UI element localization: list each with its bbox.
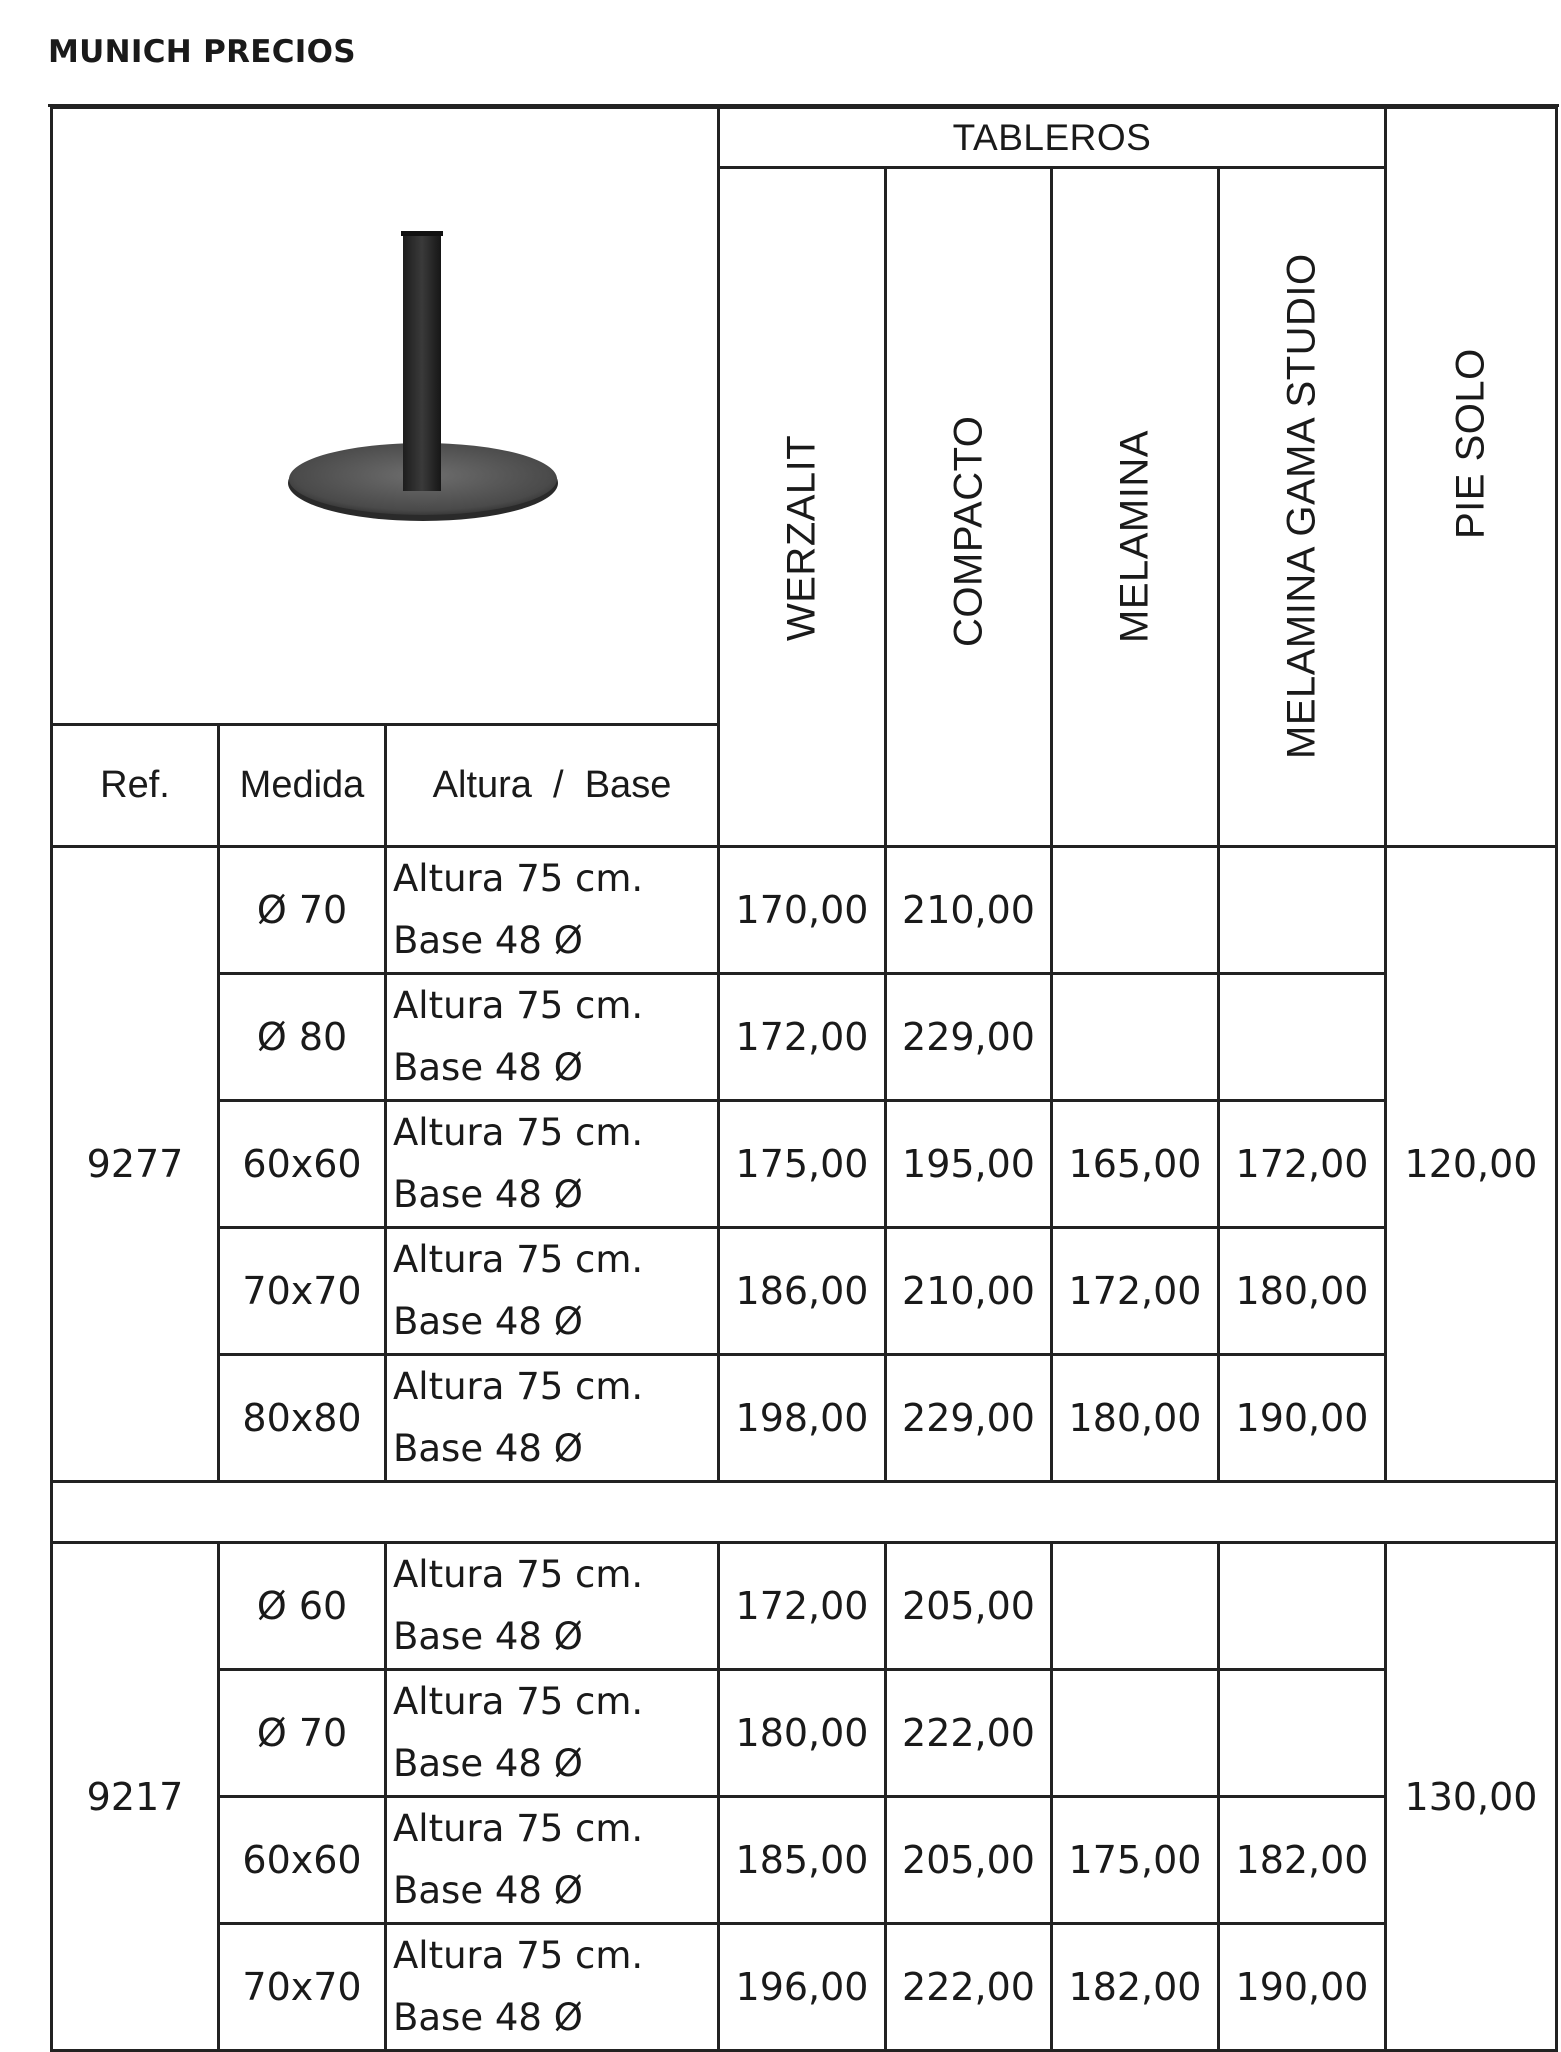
compacto-label: COMPACTO xyxy=(946,415,990,647)
altura-text: Altura 75 cm. xyxy=(393,1807,644,1850)
pie-solo-header xyxy=(1386,108,1557,847)
werzalit-price: 198,00 xyxy=(719,1355,886,1482)
melamina-gama-studio-header xyxy=(1219,168,1386,847)
compacto-price: 229,00 xyxy=(886,1355,1052,1482)
table-row xyxy=(52,1924,1557,2051)
medida-cell: 80x80 xyxy=(219,1355,386,1482)
tableros-header: TABLEROS xyxy=(719,108,1386,168)
melamina-price: 182,00 xyxy=(1052,1924,1219,2051)
medida-cell: 60x60 xyxy=(219,1797,386,1924)
melamina-header xyxy=(1052,168,1219,847)
gama-studio-price xyxy=(1219,847,1386,974)
ref-header: Ref. xyxy=(52,725,219,847)
werzalit-price: 186,00 xyxy=(719,1228,886,1355)
table-row xyxy=(52,974,1557,1101)
pie-solo-label: PIE SOLO xyxy=(1448,348,1493,539)
medida-cell: 70x70 xyxy=(219,1228,386,1355)
altura-base-cell xyxy=(386,1543,719,1670)
gama-studio-price: 190,00 xyxy=(1219,1924,1386,2051)
altura-base-cell xyxy=(386,1924,719,2051)
table-row xyxy=(52,1228,1557,1355)
werzalit-price: 175,00 xyxy=(719,1101,886,1228)
melamina-label: MELAMINA xyxy=(1112,430,1157,643)
altura-text: Altura 75 cm. xyxy=(393,1365,644,1408)
compacto-price: 229,00 xyxy=(886,974,1052,1101)
melamina-price xyxy=(1052,847,1219,974)
werzalit-label: WERZALIT xyxy=(779,434,824,641)
gama-studio-price: 182,00 xyxy=(1219,1797,1386,1924)
base-text: Base 48 Ø xyxy=(393,1996,583,2039)
compacto-price: 210,00 xyxy=(886,847,1052,974)
medida-cell: 60x60 xyxy=(219,1101,386,1228)
medida-cell: Ø 70 xyxy=(219,847,386,974)
base-text: Base 48 Ø xyxy=(393,1615,583,1658)
medida-header: Medida xyxy=(219,725,386,847)
pie-solo-price: 120,00 xyxy=(1386,847,1557,1482)
base-text: Base 48 Ø xyxy=(393,1427,583,1470)
table-row xyxy=(52,847,1557,974)
gama-studio-price xyxy=(1219,1670,1386,1797)
compacto-price: 222,00 xyxy=(886,1924,1052,2051)
werzalit-price: 180,00 xyxy=(719,1670,886,1797)
base-text: Base 48 Ø xyxy=(393,1742,583,1785)
werzalit-price: 185,00 xyxy=(719,1797,886,1924)
altura-base-cell xyxy=(386,847,719,974)
compacto-price: 195,00 xyxy=(886,1101,1052,1228)
compacto-price: 205,00 xyxy=(886,1797,1052,1924)
medida-cell: Ø 80 xyxy=(219,974,386,1101)
gama-studio-price xyxy=(1219,974,1386,1101)
table-row xyxy=(52,1101,1557,1228)
base-text: Base 48 Ø xyxy=(393,1173,583,1216)
altura-base-cell xyxy=(386,1228,719,1355)
base-text: Base 48 Ø xyxy=(393,1300,583,1343)
compacto-price: 222,00 xyxy=(886,1670,1052,1797)
melamina-price xyxy=(1052,1543,1219,1670)
werzalit-price: 172,00 xyxy=(719,1543,886,1670)
ref-cell: 9277 xyxy=(52,847,219,1482)
gama-studio-price: 172,00 xyxy=(1219,1101,1386,1228)
page-title: MUNICH PRECIOS xyxy=(48,34,356,70)
gama-studio-price: 190,00 xyxy=(1219,1355,1386,1482)
melamina-price: 180,00 xyxy=(1052,1355,1219,1482)
compacto-price: 205,00 xyxy=(886,1543,1052,1670)
altura-base-cell xyxy=(386,1101,719,1228)
altura-text: Altura 75 cm. xyxy=(393,1553,644,1596)
melamina-price: 172,00 xyxy=(1052,1228,1219,1355)
compacto-header xyxy=(886,168,1052,847)
altura-text: Altura 75 cm. xyxy=(393,1934,644,1977)
melamina-price: 165,00 xyxy=(1052,1101,1219,1228)
altura-base-cell xyxy=(386,1355,719,1482)
medida-cell: Ø 70 xyxy=(219,1670,386,1797)
medida-cell: 70x70 xyxy=(219,1924,386,2051)
werzalit-price: 170,00 xyxy=(719,847,886,974)
table-row xyxy=(52,1355,1557,1482)
ref-cell: 9217 xyxy=(52,1543,219,2051)
base-text: Base 48 Ø xyxy=(393,1869,583,1912)
altura-text: Altura 75 cm. xyxy=(393,984,644,1027)
price-table xyxy=(50,106,1558,2052)
spacer-cell xyxy=(52,1482,1557,1543)
altura-text: Altura 75 cm. xyxy=(393,1238,644,1281)
altura-base-cell xyxy=(386,974,719,1101)
altura-text: Altura 75 cm. xyxy=(393,1111,644,1154)
melamina-price xyxy=(1052,974,1219,1101)
product-image-cell xyxy=(52,108,719,725)
altura-base-cell xyxy=(386,1797,719,1924)
melamina-price: 175,00 xyxy=(1052,1797,1219,1924)
altura-base-cell xyxy=(386,1670,719,1797)
pie-solo-price: 130,00 xyxy=(1386,1543,1557,2051)
table-row xyxy=(52,1543,1557,1670)
melamina-price xyxy=(1052,1670,1219,1797)
altura-base-header: Altura / Base xyxy=(386,725,719,847)
werzalit-price: 196,00 xyxy=(719,1924,886,2051)
werzalit-header xyxy=(719,168,886,847)
compacto-price: 210,00 xyxy=(886,1228,1052,1355)
table-base-icon xyxy=(273,221,573,541)
altura-text: Altura 75 cm. xyxy=(393,1680,644,1723)
altura-text: Altura 75 cm. xyxy=(393,857,644,900)
medida-cell: Ø 60 xyxy=(219,1543,386,1670)
base-text: Base 48 Ø xyxy=(393,919,583,962)
group-spacer xyxy=(52,1482,1557,1543)
table-row xyxy=(52,1670,1557,1797)
melamina-gama-studio-label: MELAMINA GAMA STUDIO xyxy=(1279,253,1324,759)
table-row xyxy=(52,1797,1557,1924)
gama-studio-price: 180,00 xyxy=(1219,1228,1386,1355)
werzalit-price: 172,00 xyxy=(719,974,886,1101)
base-text: Base 48 Ø xyxy=(393,1046,583,1089)
gama-studio-price xyxy=(1219,1543,1386,1670)
